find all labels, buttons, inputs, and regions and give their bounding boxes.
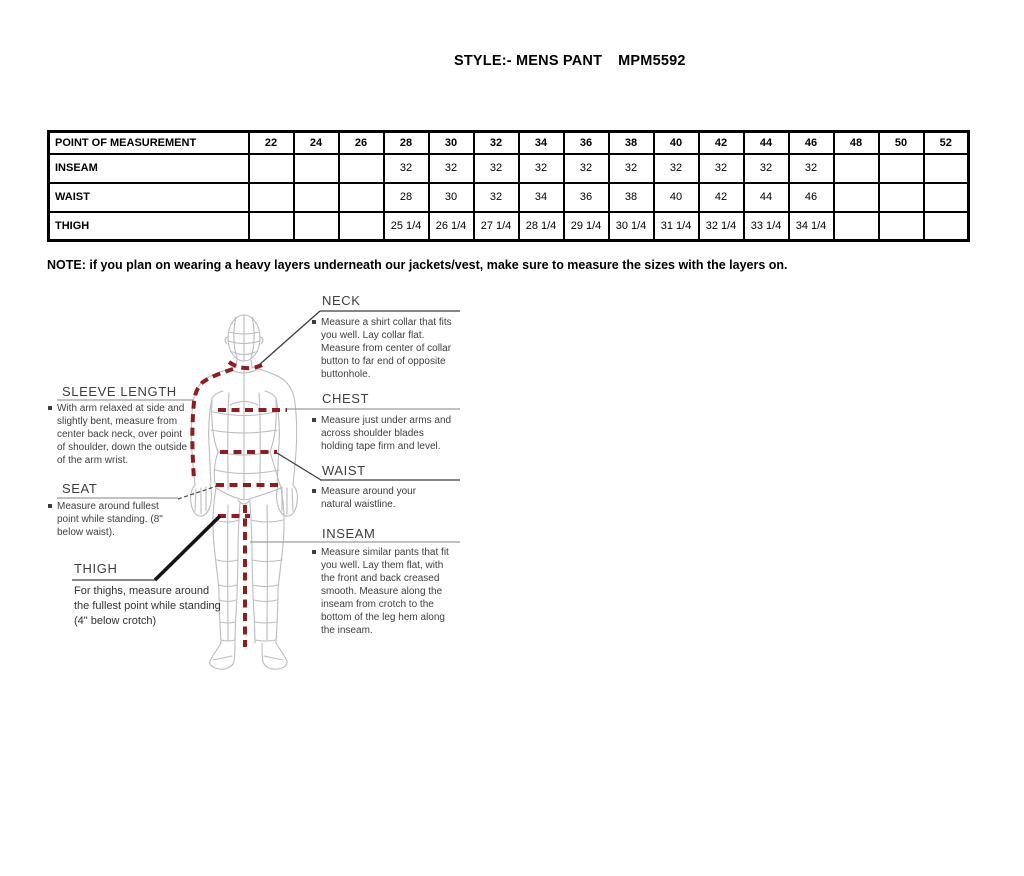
bullet-square-icon	[312, 489, 316, 493]
size-value-cell: 30	[429, 183, 474, 212]
column-header-size: 48	[834, 132, 879, 154]
size-value-cell	[339, 183, 384, 212]
size-value-cell	[879, 212, 924, 241]
table-row-thigh	[49, 212, 969, 241]
style-label: STYLE:- MENS PANT	[454, 53, 603, 69]
size-value-cell: 32	[384, 154, 429, 183]
bullet-square-icon	[312, 320, 316, 324]
neck-leader-line	[259, 311, 320, 365]
size-value-cell: 31 1/4	[654, 212, 699, 241]
neck-instructions-text: Measure a shirt collar that fits you well. Lay collar flat. Measure from center of collar button to far end of opposite buttonhole.	[321, 317, 452, 380]
column-header-size: 46	[789, 132, 834, 154]
sleeve-length-heading: SLEEVE LENGTH	[62, 384, 177, 399]
column-header-size: 42	[699, 132, 744, 154]
row-label: INSEAM	[49, 154, 249, 183]
table-header-row	[49, 132, 969, 154]
size-value-cell: 27 1/4	[474, 212, 519, 241]
chest-heading: CHEST	[322, 391, 370, 406]
size-value-cell	[339, 212, 384, 241]
size-value-cell: 32 1/4	[699, 212, 744, 241]
size-value-cell: 29 1/4	[564, 212, 609, 241]
size-value-cell: 28	[384, 183, 429, 212]
thigh-heading: THIGH	[74, 561, 118, 576]
neck-heading: NECK	[322, 293, 361, 308]
size-value-cell: 38	[609, 183, 654, 212]
size-value-cell: 40	[654, 183, 699, 212]
bullet-square-icon	[312, 418, 316, 422]
column-header-size: 28	[384, 132, 429, 154]
sleeve-length-instructions	[48, 402, 188, 467]
inseam-instructions	[312, 546, 454, 637]
size-value-cell	[249, 183, 294, 212]
chest-instructions	[312, 414, 454, 453]
size-value-cell: 33 1/4	[744, 212, 789, 241]
size-value-cell: 46	[789, 183, 834, 212]
size-value-cell	[834, 212, 879, 241]
size-value-cell: 34 1/4	[789, 212, 834, 241]
column-header-size: 36	[564, 132, 609, 154]
size-value-cell	[924, 154, 969, 183]
size-chart-table	[47, 130, 970, 242]
size-value-cell: 44	[744, 183, 789, 212]
size-value-cell: 32	[519, 154, 564, 183]
waist-instructions	[312, 485, 437, 511]
row-label: THIGH	[49, 212, 249, 241]
thigh-instructions-text: For thighs, measure around the fullest point while standing (4" below crotch)	[74, 585, 221, 627]
sleeve-length-instructions-text: With arm relaxed at side and slightly bent, measure from center back neck, over point of shoulder, down the outside of the arm wrist.	[57, 403, 188, 466]
size-value-cell: 32	[564, 154, 609, 183]
waist-leader-line	[277, 453, 321, 480]
column-header-size: 44	[744, 132, 789, 154]
column-header-size: 34	[519, 132, 564, 154]
neck-measure-line	[229, 362, 262, 368]
size-value-cell	[879, 154, 924, 183]
size-value-cell	[924, 212, 969, 241]
row-label: WAIST	[49, 183, 249, 212]
size-value-cell	[924, 183, 969, 212]
seat-instructions-text: Measure around fullest point while standing. (8" below waist).	[57, 501, 163, 538]
column-header-size: 52	[924, 132, 969, 154]
inseam-heading: INSEAM	[322, 526, 376, 541]
column-header-size: 38	[609, 132, 654, 154]
table-row-waist	[49, 183, 969, 212]
size-value-cell: 32	[699, 154, 744, 183]
size-value-cell: 30 1/4	[609, 212, 654, 241]
size-value-cell: 36	[564, 183, 609, 212]
size-value-cell: 28 1/4	[519, 212, 564, 241]
thigh-instructions	[74, 584, 224, 629]
size-value-cell: 34	[519, 183, 564, 212]
style-code: MPM5592	[618, 53, 686, 69]
size-value-cell	[294, 183, 339, 212]
column-header-size: 24	[294, 132, 339, 154]
waist-instructions-text: Measure around your natural waistline.	[321, 486, 417, 510]
bullet-square-icon	[48, 504, 52, 508]
neck-instructions	[312, 316, 452, 381]
column-header-pom: POINT OF MEASUREMENT	[49, 132, 249, 154]
size-value-cell	[834, 183, 879, 212]
size-value-cell: 32	[429, 154, 474, 183]
size-value-cell	[834, 154, 879, 183]
seat-instructions	[48, 500, 170, 539]
column-header-size: 32	[474, 132, 519, 154]
waist-heading: WAIST	[322, 463, 366, 478]
size-value-cell	[249, 154, 294, 183]
size-value-cell	[339, 154, 384, 183]
page-title	[454, 53, 686, 69]
size-value-cell: 42	[699, 183, 744, 212]
table-row-inseam	[49, 154, 969, 183]
size-value-cell: 32	[474, 154, 519, 183]
seat-heading: SEAT	[62, 481, 98, 496]
note-text: NOTE: if you plan on wearing a heavy layers underneath our jackets/vest, make sure to measure the sizes with the layers on.	[47, 258, 788, 272]
column-header-size: 30	[429, 132, 474, 154]
column-header-size: 22	[249, 132, 294, 154]
size-value-cell	[879, 183, 924, 212]
chest-instructions-text: Measure just under arms and across shoulder blades holding tape firm and level.	[321, 415, 452, 452]
size-value-cell	[294, 154, 339, 183]
column-header-size: 40	[654, 132, 699, 154]
size-value-cell: 32	[744, 154, 789, 183]
bullet-square-icon	[312, 550, 316, 554]
size-value-cell: 32	[474, 183, 519, 212]
size-value-cell: 32	[609, 154, 654, 183]
column-header-size: 50	[879, 132, 924, 154]
size-value-cell	[294, 212, 339, 241]
size-value-cell: 26 1/4	[429, 212, 474, 241]
bullet-square-icon	[48, 406, 52, 410]
size-value-cell: 25 1/4	[384, 212, 429, 241]
column-header-size: 26	[339, 132, 384, 154]
size-value-cell	[249, 212, 294, 241]
size-value-cell: 32	[654, 154, 699, 183]
inseam-instructions-text: Measure similar pants that fit you well. Lay them flat, with the front and back creased smooth. Measure along the inseam from crotch to the bottom of the leg hem along the inseam.	[321, 547, 449, 636]
size-value-cell: 32	[789, 154, 834, 183]
